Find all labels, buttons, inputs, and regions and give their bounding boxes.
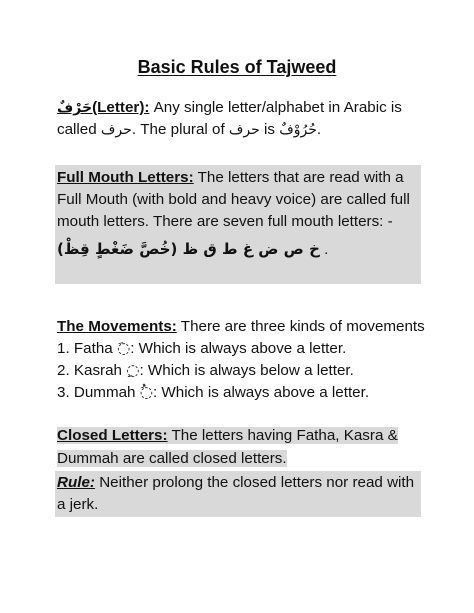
full-mouth-letters-line <box>57 237 419 262</box>
harf-plural-arabic: حُرُوْفٌ <box>279 122 317 138</box>
closed-letters-text-2: Dummah are called closed letters. <box>57 450 287 467</box>
closed-letters-text-1: The letters having Fatha, Kasra & <box>167 427 398 444</box>
harf-text-2: . The plural of <box>131 121 229 138</box>
page-title: Basic Rules of Tajweed <box>137 57 337 77</box>
rule-section <box>55 471 421 517</box>
movements-heading-line <box>57 316 437 338</box>
harf-text-1: Any single letter/alphabet in Arabic is called <box>57 99 402 138</box>
movements-intro: There are three kinds of movements <box>176 318 425 335</box>
full-mouth-text: The letters that are read with a Full Mouth (with bold and heavy voice) are called full mouth letters. There are seven full mouth letters: - <box>57 169 410 230</box>
harf-paragraph <box>57 97 427 141</box>
movement-item: 2. Kasrah ◌ِ: Which is always below a letter. <box>57 362 354 379</box>
rule-text: Neither prolong the closed letters nor read with a jerk. <box>57 474 415 513</box>
full-mouth-end: . <box>319 241 329 258</box>
full-mouth-letters-arabic: (خُصَّ ضَغْطٍ قِظْ) خ ص ض غ ط ق ظ <box>57 240 320 258</box>
movement-item: 3. Dummah ◌ُ: Which is always above a letter. <box>57 384 370 401</box>
harf-word-arabic-2: حرف <box>228 122 260 138</box>
harf-text-4: . <box>316 121 322 138</box>
closed-letters-line-2 <box>57 448 427 470</box>
harf-heading-arabic: حَرْفٌ <box>57 100 93 116</box>
full-mouth-heading: Full Mouth Letters: <box>57 169 194 186</box>
movement-item: 1. Fatha ◌َ: Which is always above a letter. <box>57 340 347 357</box>
movements-heading: The Movements: <box>57 318 177 335</box>
harf-word-arabic: حرف <box>100 122 132 138</box>
closed-letters-section <box>57 425 427 470</box>
full-mouth-section <box>55 165 421 284</box>
closed-letters-line-1 <box>57 425 427 447</box>
rule-heading: Rule: <box>57 474 95 491</box>
closed-letters-heading: Closed Letters: <box>57 427 168 444</box>
harf-heading-english: (Letter): <box>92 99 150 116</box>
movements-section <box>57 316 437 404</box>
harf-text-3: is <box>259 121 280 138</box>
